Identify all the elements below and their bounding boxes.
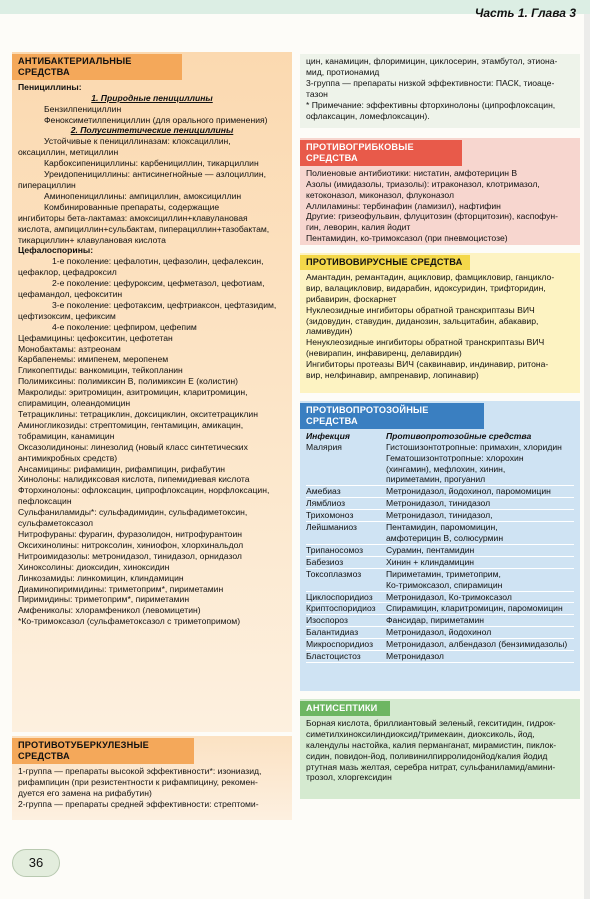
- list-line: дуется его замена на рифабутин): [18, 787, 152, 798]
- list-line: Бензилпенициллин: [44, 103, 122, 114]
- antituberculosis-title: ПРОТИВОТУБЕРКУЛЕЗНЫЕ СРЕДСТВА: [12, 738, 194, 764]
- list-line: Полимиксины: полимиксин В, полимиксин Е (колистин): [18, 376, 239, 387]
- drug-line: Гематошизонтотропные: хлорохин: [386, 452, 524, 463]
- antibacterial-list: [18, 82, 286, 627]
- list-line: Пиримидины: триметоприм*, пириметамин: [18, 594, 190, 605]
- list-line: (зидовудин, ставудин, диданозин, зальцитабин, абакавир,: [306, 315, 539, 326]
- table-cell-infection: Балантидиаз: [306, 627, 386, 639]
- list-line: сидин, повидон-йод, поливинилпирролидонйод/калия йодид: [306, 750, 548, 761]
- list-line: тобрамицин, канамицин: [18, 430, 115, 441]
- table-cell-infection: Криптоспоридиоз: [306, 603, 386, 615]
- table-cell-infection: Циклоспоридиоз: [306, 592, 386, 604]
- drug-line: Метронидазол, йодохинол: [386, 627, 492, 638]
- list-line: Пенициллины:: [18, 81, 82, 92]
- drug-line: (хингамин), мефлохин, хинин,: [386, 463, 506, 474]
- list-line: симетилхиноксилиндиоксид/тримекаин, диоксиколь, йод,: [306, 728, 535, 739]
- drug-line: Пириметамин, триметоприм,: [386, 568, 501, 579]
- list-line: Хиноксолины: диоксидин, хиноксидин: [18, 561, 170, 572]
- drug-line: Гистошизонтотропные: примахин, хлоридин: [386, 441, 562, 452]
- antifungal-list: [306, 168, 574, 244]
- list-line: пефлоксацин: [18, 496, 72, 507]
- list-line: 4-е поколение: цефпиром, цефепим: [52, 321, 197, 332]
- table-cell-drugs: [386, 545, 574, 557]
- table-cell-drugs: [386, 592, 574, 604]
- list-line: кетоконазол, миконазол, флуконазол: [306, 189, 454, 200]
- list-line: Пентамидин, ко-тримоксазол (при пневмоцистозе): [306, 233, 508, 244]
- antiseptics-title: АНТИСЕПТИКИ: [300, 701, 390, 716]
- table-cell-infection: Бабезиоз: [306, 557, 386, 569]
- list-line: 1-группа — препараты высокой эффективности*: изониазид,: [18, 765, 262, 776]
- list-line: Азолы (имидазолы, триазолы): итраконазол, клотримазол,: [306, 178, 540, 189]
- list-line: (невирапин, инфавиренц, делавирдин): [306, 348, 462, 359]
- list-line: ингибиторы бета-лактамаз: амоксициллин+клавулановая: [18, 212, 248, 223]
- table-cell-infection: Трихомоноз: [306, 510, 386, 522]
- list-line: Хинолоны: налидиксовая кислота, пипемидиевая кислота: [18, 474, 250, 485]
- table-cell-drugs: [386, 522, 574, 545]
- drug-line: Фансидар, пириметамин: [386, 615, 485, 626]
- table-cell-drugs: [386, 615, 574, 627]
- list-line: календулы настойка, калия перманганат, мирамистин, пиклок-: [306, 739, 557, 750]
- list-line: Сульфаниламиды*: сульфадимидин, сульфадиметоксин,: [18, 507, 248, 518]
- list-line: Борная кислота, бриллиантовый зеленый, гекситидин, гидрок-: [306, 717, 556, 728]
- list-line: рифампицин (при резистентности к рифампицину, рекомен-: [18, 776, 258, 787]
- left-column: [12, 52, 292, 820]
- list-line: *Ко-тримоксазол (сульфаметоксазол с триметопримом): [18, 616, 241, 627]
- drug-line: Метронидазол, албендазол (бензимидазолы): [386, 639, 568, 650]
- list-line: трозол, хлоргексидин: [306, 772, 392, 783]
- antiprotozoal-title: ПРОТИВОПРОТОЗОЙНЫЕ СРЕДСТВА: [300, 403, 484, 429]
- list-line: сульфаметоксазол: [18, 518, 94, 529]
- drug-line: Метронидазол, тинидазол: [386, 498, 491, 509]
- list-line: Комбинированные препараты, содержащие: [44, 201, 220, 212]
- list-line: вир, валацикловир, видарабин, идоксуридин, трифторидин,: [306, 282, 546, 293]
- antibacterial-section: [12, 52, 292, 732]
- table-cell-drugs: [386, 498, 574, 510]
- list-line: Амантадин, ремантадин, ацикловир, фамцикловир, ганцикло-: [306, 271, 555, 282]
- table-cell-infection: Изоспороз: [306, 615, 386, 627]
- antituberculosis-list: [18, 766, 286, 810]
- list-line: Амфениколы: хлорамфеникол (левомицетин): [18, 605, 201, 616]
- antiviral-list: [306, 272, 574, 381]
- antituberculosis-section: [12, 736, 292, 820]
- list-line: Оксазолидиноны: линезолид (новый класс синтетических: [18, 441, 248, 452]
- list-line: антимикробных средств): [18, 452, 118, 463]
- list-line: Нитрофураны: фурагин, фуразолидон, нитрофурантоин: [18, 528, 243, 539]
- table-cell-drugs: [386, 569, 574, 592]
- drug-line: Ко-тримоксазол, спирамицин: [386, 579, 503, 590]
- list-line: оксациллин, метициллин: [18, 147, 119, 158]
- list-line: Уреидопенициллины: антисинегнойные — азлоциллин,: [44, 169, 266, 180]
- list-line: Другие: гризеофульвин, флуцитозин (фторцитозин), каспофун-: [306, 211, 559, 222]
- list-line: ламивудин): [306, 326, 353, 337]
- drug-line: Хинин + клиндамицин: [386, 556, 475, 567]
- list-line: Ингибиторы протеазы ВИЧ (саквинавир, индинавир, ритона-: [306, 359, 549, 370]
- table-cell-drugs: [386, 603, 574, 615]
- list-line: Устойчивые к пенициллиназам: клоксациллин,: [44, 136, 231, 147]
- table-cell-infection: Трипаносомоз: [306, 545, 386, 557]
- drug-line: пириметамин, прогуанил: [386, 474, 486, 485]
- list-line: 2-е поколение: цефуроксим, цефметазол, цефотиам,: [52, 278, 265, 289]
- list-line: мид, протионамид: [306, 66, 380, 77]
- table-cell-drugs: [386, 639, 574, 651]
- list-line: Карбапенемы: имипенем, меропенем: [18, 354, 169, 365]
- list-line: Ансамицины: рифамицин, рифампицин, рифабутин: [18, 463, 226, 474]
- table-cell-infection: Лейшманиоз: [306, 522, 386, 545]
- list-line: рибавирин, фоскарнет: [306, 293, 397, 304]
- drug-line: Спирамицин, кларитромицин, паромомицин: [386, 603, 563, 614]
- table-header-infection: Инфекция: [306, 430, 350, 441]
- list-line: вир, нелфинавир, ампренавир, лопинавир): [306, 370, 479, 381]
- table-cell-drugs: [386, 557, 574, 569]
- list-line: 2-группа — препараты средней эффективности: стрептоми-: [18, 798, 259, 809]
- table-cell-drugs: [386, 651, 574, 663]
- drug-line: Метронидазол, йодохинол, паромомицин: [386, 486, 551, 497]
- list-line: офлаксацин, ломефлоксацин).: [306, 110, 430, 121]
- list-line: цефтизоксим, цефиксим: [18, 310, 116, 321]
- list-line: Ненуклеозидные ингибиторы обратной транскриптазы ВИЧ: [306, 337, 545, 348]
- list-line: Нуклеозидные ингибиторы обратной транскриптазы ВИЧ: [306, 304, 535, 315]
- list-line: Феноксиметилпенициллин (для орального применения): [44, 114, 268, 125]
- list-line: Нитроимидазолы: метронидазол, тинидазол, орнидазол: [18, 550, 242, 561]
- page-number: 36: [12, 849, 60, 877]
- list-line: Макролиды: эритромицин, азитромицин, кларитромицин,: [18, 387, 248, 398]
- list-line: Цефамицины: цефокситин, цефотетан: [18, 332, 173, 343]
- drug-line: Метронидазол, Ко-тримоксазол: [386, 591, 512, 602]
- list-line: 3-е поколение: цефотаксим, цефтриаксон, цефтазидим,: [52, 299, 277, 310]
- list-line: Полиеновые антибиотики: нистатин, амфотерицин В: [306, 167, 518, 178]
- list-line: спирамицин, олеандомицин: [18, 398, 131, 409]
- list-line: Аминопенициллины: ампициллин, амоксициллин: [44, 190, 242, 201]
- table-cell-drugs: [386, 486, 574, 498]
- table-cell-infection: Микроспоридиоз: [306, 639, 386, 651]
- list-line: Карбоксипенициллины: карбенициллин, тикарциллин: [44, 158, 259, 169]
- antifungal-title: ПРОТИВОГРИБКОВЫЕ СРЕДСТВА: [300, 140, 462, 166]
- antiviral-title: ПРОТИВОВИРУСНЫЕ СРЕДСТВА: [300, 255, 470, 270]
- table-cell-infection: Бластоцистоз: [306, 651, 386, 663]
- table-cell-drugs: [386, 510, 574, 522]
- list-line: Монобактамы: азтреонам: [18, 343, 121, 354]
- antibacterial-title: АНТИБАКТЕРИАЛЬНЫЕ СРЕДСТВА: [12, 54, 182, 80]
- antituberculosis-continued: [300, 54, 580, 128]
- list-line: тазон: [306, 88, 328, 99]
- list-line: Оксихинолины: нитроксолин, хиниофон, хлорхинальдол: [18, 539, 244, 550]
- table-cell-drugs: [386, 442, 574, 487]
- page-edge-shade: [584, 14, 590, 899]
- list-line: тикарциллин+ клавулановая кислота: [18, 234, 166, 245]
- antiprotozoal-table: [306, 431, 574, 663]
- list-line: гин, леворин, калия йодит: [306, 222, 411, 233]
- drug-line: Сурамин, пентамидин: [386, 544, 475, 555]
- list-line: 2. Полусинтетические пенициллины: [70, 125, 234, 136]
- list-line: Цефалоспорины:: [18, 245, 94, 256]
- table-cell-infection: Малярия: [306, 442, 386, 487]
- list-line: 1. Природные пенициллины: [91, 92, 213, 103]
- table-cell-infection: Амебиаз: [306, 486, 386, 498]
- list-line: цефаклор, цефадроксил: [18, 267, 117, 278]
- list-line: Тетрациклины: тетрациклин, доксициклин, окситетрациклин: [18, 409, 258, 419]
- drug-line: Метронидазол, тинидазол,: [386, 510, 493, 521]
- drug-line: Метронидазол: [386, 651, 444, 662]
- list-line: Диаминопиримидины: триметоприм*, пириметамин: [18, 583, 224, 594]
- antifungal-section: [300, 138, 580, 245]
- chapter-header: Часть 1. Глава 3: [474, 6, 576, 20]
- table-cell-infection: Лямблиоз: [306, 498, 386, 510]
- table-header-drugs: Противопротозойные средства: [386, 430, 532, 441]
- list-line: 1-е поколение: цефалотин, цефазолин, цефалексин,: [52, 256, 264, 267]
- antiprotozoal-section: [300, 401, 580, 691]
- list-line: ртутная мазь желтая, серебра нитрат, сульфаниламид/амини-: [306, 761, 556, 772]
- list-line: пиперациллин: [18, 179, 76, 190]
- antituberculosis-continued-list: [306, 56, 574, 121]
- table-cell-drugs: [386, 627, 574, 639]
- right-column: [300, 54, 580, 799]
- antiseptics-section: [300, 699, 580, 799]
- list-line: Аллиламины: тербинафин (ламизил), нафтифин: [306, 200, 501, 211]
- list-line: Аминогликозиды: стрептомицин, гентамицин, амикацин,: [18, 419, 244, 430]
- list-line: цефамандол, цефокситин: [18, 289, 123, 300]
- antiviral-section: [300, 253, 580, 393]
- antiseptics-list: [306, 718, 574, 783]
- list-line: 3-группа — препараты низкой эффективности: ПАСК, тиоаце-: [306, 77, 555, 88]
- table-cell-infection: Токсоплазмоз: [306, 569, 386, 592]
- drug-line: амфотерицин В, солюсурмин: [386, 532, 504, 543]
- list-line: Фторхинолоны: офлоксацин, ципрофлоксацин, норфлоксацин,: [18, 485, 270, 496]
- list-line: цин, канамицин, флоримицин, циклосерин, этамбутол, этиона-: [306, 56, 558, 66]
- list-line: кислота, ампициллин+сульбактам, пиперациллин+тазобактам,: [18, 223, 270, 234]
- drug-line: Пентамидин, паромомицин,: [386, 522, 498, 533]
- list-line: * Примечание: эффективны фторхинолоны (ципрофлоксацин,: [306, 99, 556, 110]
- list-line: Линкозамиды: линкомицин, клиндамицин: [18, 572, 184, 583]
- list-line: Гликопептиды: ванкомицин, тейкопланин: [18, 365, 183, 376]
